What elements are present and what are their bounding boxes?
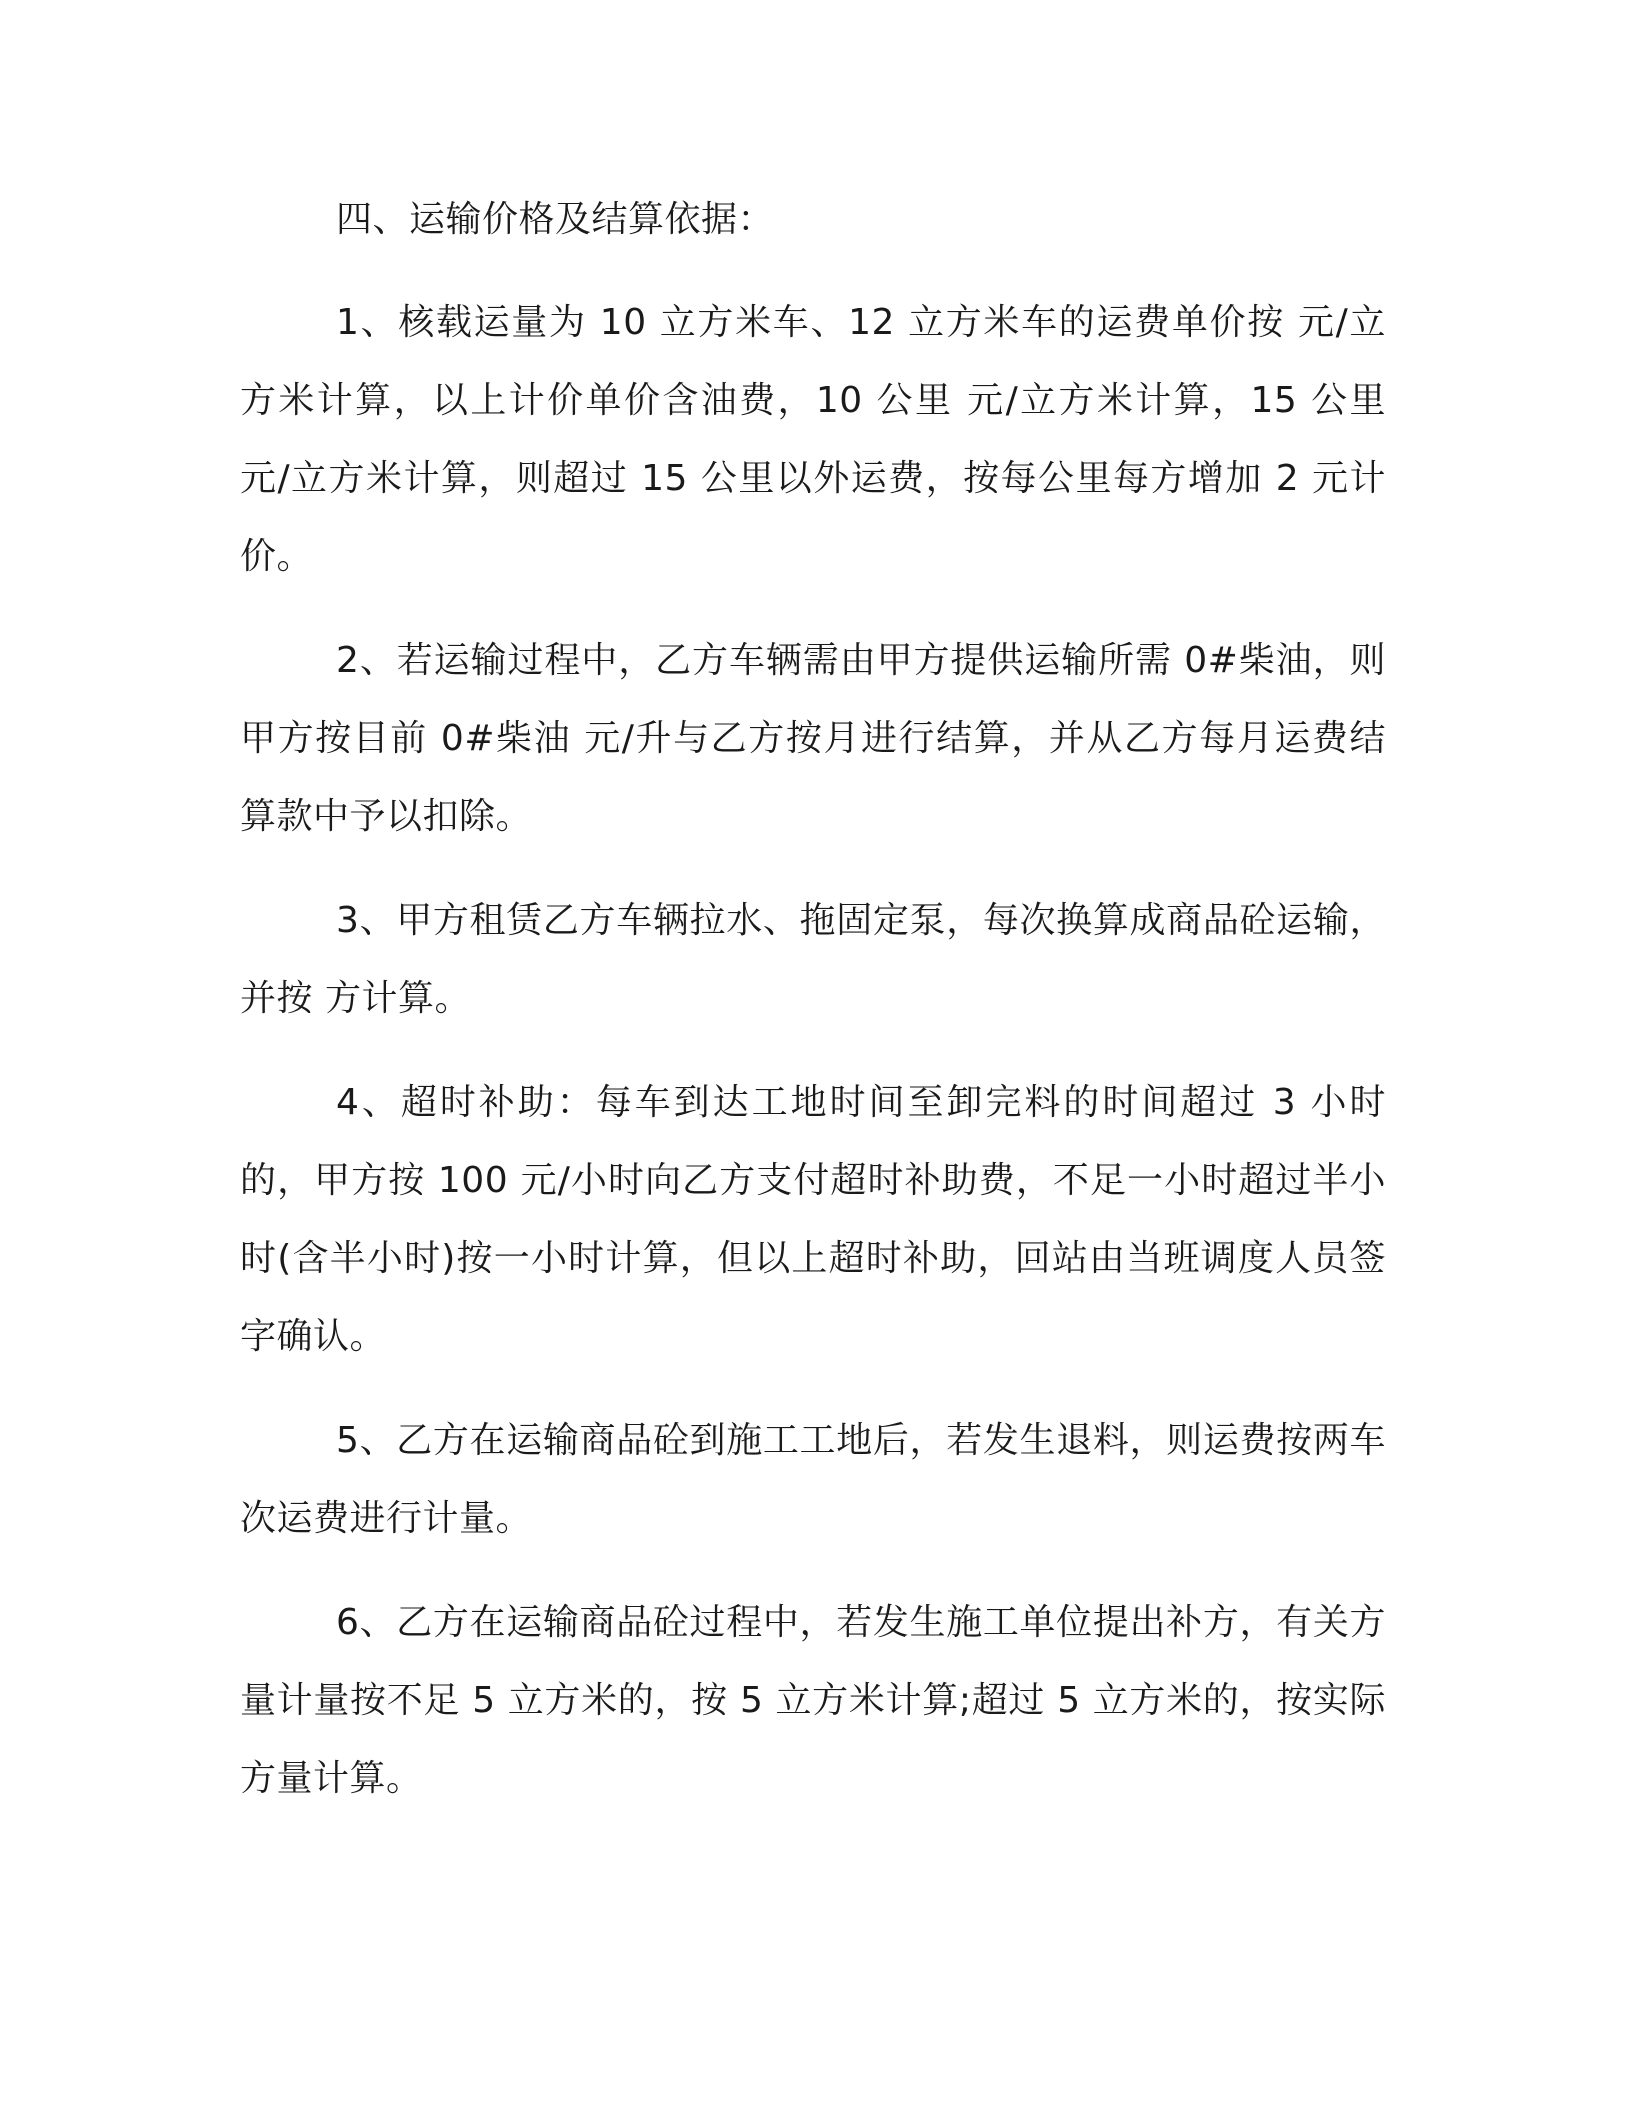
section-heading: 四、运输价格及结算依据： [336,199,775,240]
paragraph-1: 1、核载运量为 10 立方米车、12 立方米车的运费单价按 元/立方米计算，以上计价单价含油费，10 公里 元/立方米计算，15 公里 元/立方米计算，则超过 15 公里以外运费，按每公里每方增加 2 元计价。 [240,302,1386,577]
paragraph-3: 3、甲方租赁乙方车辆拉水、拖固定泵，每次换算成商品砼运输，并按 方计算。 [240,900,1386,1019]
paragraph-6: 6、乙方在运输商品砼过程中，若发生施工单位提出补方，有关方量计量按不足 5 立方米的，按 5 立方米计算;超过 5 立方米的，按实际方量计算。 [240,1602,1386,1799]
spacer [240,1376,1386,1402]
spacer [240,856,1386,882]
spacer [240,1038,1386,1064]
spacer [240,1558,1386,1584]
spacer [240,596,1386,622]
spacer [240,254,1386,284]
document-body [240,186,1386,1818]
paragraph-4: 4、超时补助：每车到达工地时间至卸完料的时间超过 3 小时的，甲方按 100 元/小时向乙方支付超时补助费，不足一小时超过半小时(含半小时)按一小时计算，但以上超时补助，回站由当班调度人员签字确认。 [240,1082,1386,1357]
paragraph-5: 5、乙方在运输商品砼到施工工地后，若发生退料，则运费按两车次运费进行计量。 [240,1420,1386,1539]
paragraph-2: 2、若运输过程中，乙方车辆需由甲方提供运输所需 0#柴油，则甲方按目前 0#柴油 元/升与乙方按月进行结算，并从乙方每月运费结算款中予以扣除。 [240,640,1386,837]
